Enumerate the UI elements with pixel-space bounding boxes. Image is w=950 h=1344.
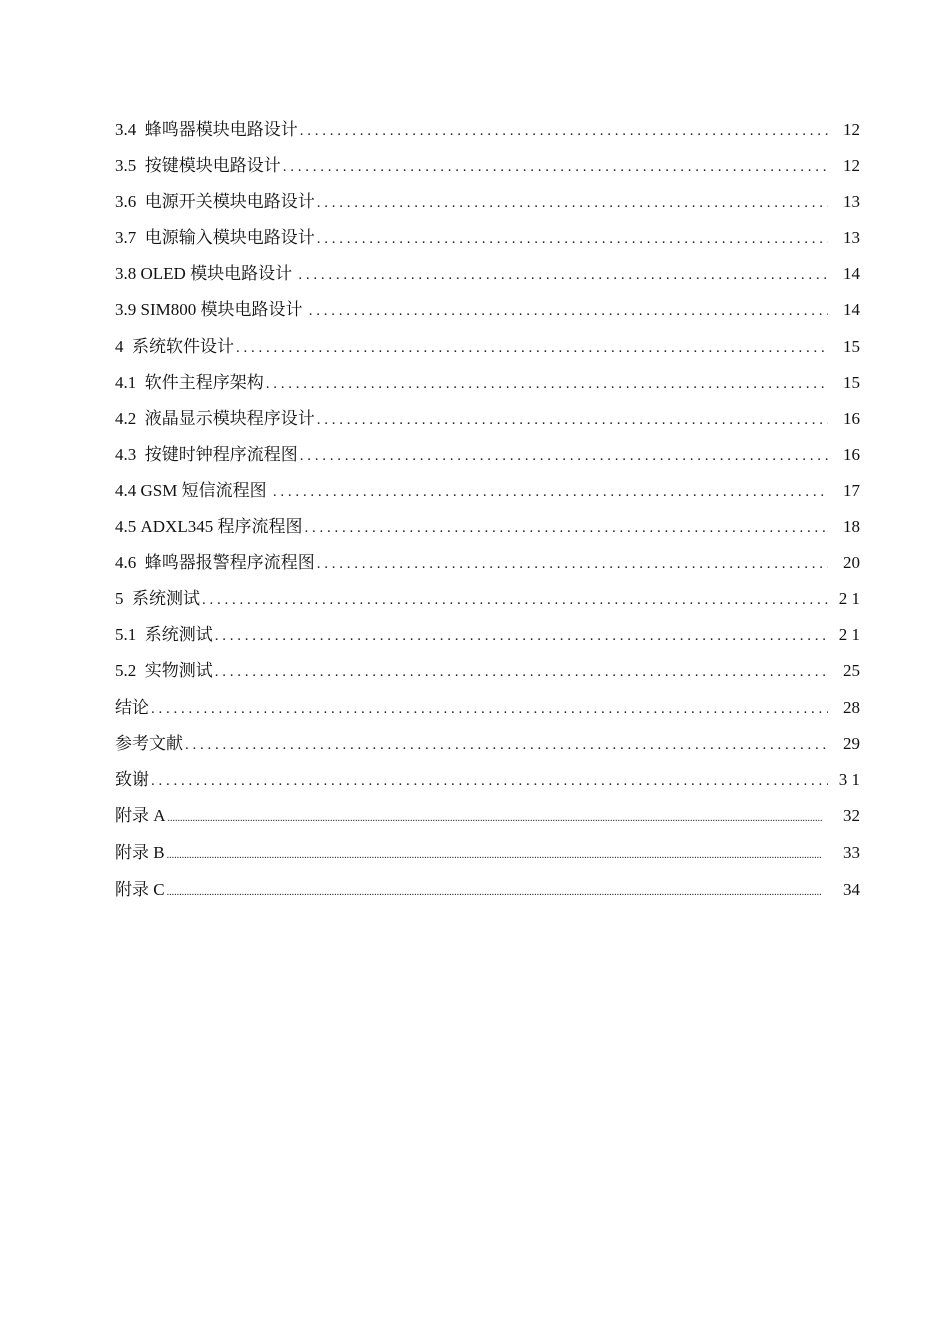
table-of-contents	[115, 117, 860, 914]
toc-page-number: 33	[843, 842, 860, 862]
dot-leader	[298, 262, 828, 288]
toc-entry-title: SIM800 模块电路设计	[140, 300, 303, 320]
toc-entry-number: 5.1	[115, 625, 137, 645]
toc-entry-number: 3.8	[115, 264, 137, 284]
dot-leader	[202, 587, 828, 613]
toc-entry-title: 电源开关模块电路设计	[144, 192, 315, 212]
toc-entry-title: 软件主程序架构	[144, 372, 264, 392]
dot-leader	[300, 118, 828, 144]
toc-entry-number: 4	[115, 336, 124, 356]
toc-entry-number: 3.5	[115, 156, 137, 176]
toc-entry-title: 附录 A	[115, 805, 166, 825]
toc-page-number: 29	[843, 733, 860, 753]
toc-entry-title: GSM 短信流程图	[140, 480, 267, 500]
toc-entry-title: 蜂鸣器报警程序流程图	[144, 553, 315, 573]
toc-entry-title: 液晶显示模块程序设计	[144, 408, 315, 428]
toc-entry-appendix-a[interactable]	[115, 803, 860, 840]
toc-page-number: 18	[843, 517, 860, 537]
toc-entry-title: 蜂鸣器模块电路设计	[144, 120, 298, 139]
toc-entry-number: 3.4	[115, 120, 137, 139]
toc-page-number: 17	[843, 480, 860, 500]
toc-page-number: 32	[843, 805, 860, 825]
toc-entry-4-4[interactable]	[115, 478, 860, 514]
dot-leader	[283, 154, 828, 180]
toc-entry-title: OLED 模块电路设计	[140, 264, 293, 284]
toc-page-number: 2 1	[838, 589, 860, 609]
toc-entry-5[interactable]	[115, 586, 860, 622]
toc-entry-number: 4.6	[115, 553, 137, 573]
toc-entry-3-6[interactable]	[115, 189, 860, 225]
dot-leader	[317, 407, 828, 433]
toc-entry-title: 参考文献	[115, 733, 183, 753]
toc-entry-4-5[interactable]	[115, 514, 860, 550]
toc-page-number: 15	[843, 336, 860, 356]
toc-entry-title: 附录 C	[115, 879, 165, 899]
toc-entry-number: 4.1	[115, 372, 137, 392]
toc-entry-4-2[interactable]	[115, 406, 860, 442]
toc-page-number: 20	[843, 553, 860, 573]
dot-leader	[151, 696, 828, 722]
toc-page-number: 3 1	[838, 769, 860, 789]
dot-leader	[317, 551, 828, 577]
toc-page-number: 16	[843, 408, 860, 428]
toc-page-number: 25	[843, 661, 860, 681]
toc-entry-4-1[interactable]	[115, 370, 860, 406]
toc-entry-appendix-c[interactable]	[115, 877, 860, 914]
toc-entry-title: 附录 B	[115, 842, 165, 862]
toc-entry-3-5[interactable]	[115, 153, 860, 189]
toc-entry-appendix-b[interactable]	[115, 840, 860, 877]
toc-entry-3-7[interactable]	[115, 225, 860, 261]
dot-leader	[317, 190, 828, 216]
dot-leader	[215, 659, 828, 685]
dot-leader	[167, 880, 828, 906]
toc-entry-5-1[interactable]	[115, 622, 860, 658]
dot-leader	[273, 479, 828, 505]
toc-page-number: 34	[843, 879, 860, 899]
toc-entry-title: 致谢	[115, 769, 149, 789]
toc-entry-references[interactable]	[115, 731, 860, 767]
dot-leader	[167, 843, 828, 869]
toc-entry-4-3[interactable]	[115, 442, 860, 478]
dot-leader	[304, 515, 828, 541]
dot-leader	[215, 623, 828, 649]
toc-page-number: 14	[843, 264, 860, 284]
toc-entry-5-2[interactable]	[115, 658, 860, 694]
toc-entry-number: 4.2	[115, 408, 137, 428]
toc-entry-number: 4.3	[115, 444, 137, 464]
dot-leader	[168, 806, 828, 832]
toc-entry-number: 3.9	[115, 300, 137, 320]
dot-leader	[300, 443, 828, 469]
toc-entry-acknowledgements[interactable]	[115, 767, 860, 803]
toc-entry-4[interactable]	[115, 334, 860, 370]
dot-leader	[317, 226, 828, 252]
toc-page-number: 16	[843, 444, 860, 464]
toc-entry-title: 按键模块电路设计	[144, 156, 281, 176]
toc-entry-number: 5	[115, 589, 124, 609]
toc-entry-3-4[interactable]	[115, 117, 860, 153]
toc-page-number: 13	[843, 192, 860, 212]
toc-page-number: 28	[843, 697, 860, 717]
dot-leader	[266, 371, 828, 397]
toc-entry-title: 电源输入模块电路设计	[144, 228, 315, 248]
toc-entry-title: 结论	[115, 697, 149, 717]
toc-entry-title: 系统测试	[132, 589, 200, 609]
toc-entry-title: ADXL345 程序流程图	[140, 517, 303, 537]
toc-page-number: 12	[843, 120, 860, 139]
toc-page-number: 14	[843, 300, 860, 320]
dot-leader	[236, 335, 828, 361]
toc-entry-title: 实物测试	[144, 661, 213, 681]
toc-entry-number: 3.7	[115, 228, 137, 248]
toc-entry-title: 按键时钟程序流程图	[144, 444, 298, 464]
toc-page-number: 15	[843, 372, 860, 392]
toc-page-number: 13	[843, 228, 860, 248]
dot-leader	[185, 732, 828, 758]
toc-entry-conclusion[interactable]	[115, 695, 860, 731]
toc-entry-number: 4.5	[115, 517, 137, 537]
toc-page-number: 12	[843, 156, 860, 176]
toc-page-number: 2 1	[838, 625, 860, 645]
dot-leader	[151, 768, 828, 794]
toc-entry-3-8[interactable]	[115, 261, 860, 297]
toc-entry-4-6[interactable]	[115, 550, 860, 586]
toc-entry-title: 系统测试	[144, 625, 213, 645]
toc-entry-number: 5.2	[115, 661, 137, 681]
toc-entry-3-9[interactable]	[115, 297, 860, 333]
toc-entry-number: 3.6	[115, 192, 137, 212]
toc-entry-title: 系统软件设计	[132, 336, 234, 356]
dot-leader	[309, 298, 828, 324]
toc-entry-number: 4.4	[115, 480, 137, 500]
